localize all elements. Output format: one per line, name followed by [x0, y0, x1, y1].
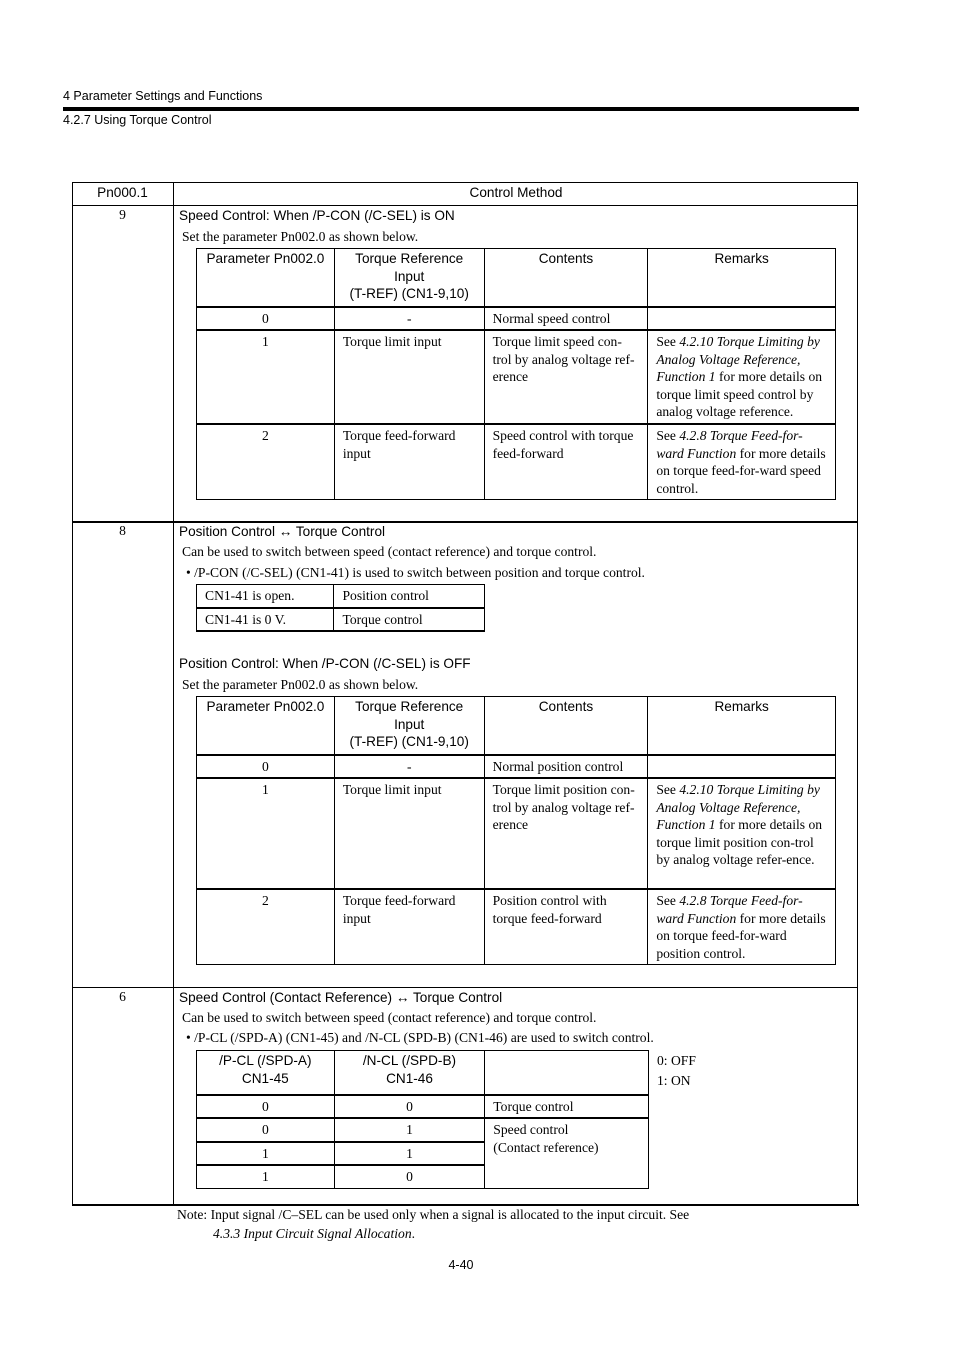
row-value: 9	[119, 207, 126, 222]
row-intro-2: Set the parameter Pn002.0 as shown below.	[182, 677, 419, 692]
th-parameter: Parameter Pn002.0	[197, 697, 335, 755]
table-row: 1 Torque limit input Torque limit position con-trol by analog voltage ref-erence See 4.2.10 Torque Limiting by Analog Voltage Reference, Function 1 for more details on torque limit position con-trol by analog voltage refer-ence.	[197, 778, 836, 889]
th-remarks: Remarks	[648, 697, 836, 755]
row-divider	[72, 987, 858, 988]
table-row: 0 0 Torque control	[197, 1095, 649, 1119]
col-header-pn000-1: Pn000.1	[97, 185, 148, 200]
switch-table-speed-torque	[196, 1050, 649, 1189]
header-row-divider	[72, 205, 858, 206]
row-heading-2: Position Control: When /P-CON (/C-SEL) is OFF	[179, 656, 471, 671]
legend-off: 0: OFF	[657, 1053, 696, 1068]
col-header-control-method: Control Method	[469, 185, 563, 200]
table-row: 2 Torque feed-forward input Speed control with torque feed-forward See 4.2.8 Torque Feed-for-ward Function for more details on torque feed-for-ward speed control.	[197, 424, 836, 500]
row-heading: Speed Control (Contact Reference) ↔ Torque Control	[179, 990, 503, 1005]
row-bullet: • /P-CON (/C-SEL) (CN1-41) is used to switch between position and torque control.	[186, 565, 645, 580]
table-row: 0 1 Speed control (Contact reference)	[197, 1118, 649, 1142]
table-row: 0 - Normal speed control	[197, 307, 836, 331]
table-row: 1 Torque limit input Torque limit speed con-trol by analog voltage ref-erence See 4.2.10 Torque Limiting by Analog Voltage Reference, Function 1 for more details on torque limit speed control by analog voltage reference.	[197, 330, 836, 424]
table-row: 0 - Normal position control	[197, 755, 836, 779]
row-heading: Speed Control: When /P-CON (/C-SEL) is ON	[179, 208, 455, 223]
th-contents: Contents	[484, 697, 648, 755]
th-remarks: Remarks	[648, 249, 836, 307]
row-intro: Can be used to switch between speed (contact reference) and torque control.	[182, 544, 597, 559]
note-reference: 4.3.3 Input Circuit Signal Allocation.	[213, 1226, 416, 1241]
row-heading: Position Control ↔ Torque Control	[179, 524, 386, 539]
row-intro: Set the parameter Pn002.0 as shown below.	[182, 229, 419, 244]
th-p-cl: /P-CL (/SPD-A) CN1-45	[197, 1051, 335, 1095]
parameter-table-speed	[196, 248, 836, 500]
header-rule	[63, 107, 859, 111]
table-row: 2 Torque feed-forward input Position control with torque feed-forward See 4.2.8 Torque Feed-for-ward Function for more details on torque feed-for-ward position control.	[197, 889, 836, 965]
table-row: CN1-41 is 0 V. Torque control	[197, 608, 485, 632]
note-text: Note: Input signal /C–SEL can be used only when a signal is allocated to the input circuit. See	[177, 1207, 690, 1222]
page-number: 4-40	[448, 1258, 474, 1272]
parameter-table-position	[196, 696, 836, 965]
table-row: 1 1	[197, 1142, 649, 1166]
legend-on: 1: ON	[657, 1073, 691, 1088]
chapter-header: 4 Parameter Settings and Functions	[63, 89, 263, 103]
th-torque-reference: Torque Reference Input (T-REF) (CN1-9,10)	[334, 697, 484, 755]
switch-table-position	[196, 584, 485, 632]
row-value: 6	[119, 989, 126, 1004]
row-bullet: • /P-CL (/SPD-A) (CN1-45) and /N-CL (SPD-B) (CN1-46) are used to switch control.	[186, 1030, 654, 1045]
column-divider	[173, 182, 174, 1205]
th-n-cl: /N-CL (/SPD-B) CN1-46	[334, 1051, 485, 1095]
row-value: 8	[119, 523, 126, 538]
th-torque-reference: Torque Reference Input (T-REF) (CN1-9,10)	[334, 249, 484, 307]
th-parameter: Parameter Pn002.0	[197, 249, 335, 307]
section-header: 4.2.7 Using Torque Control	[63, 113, 212, 127]
table-row: 1 0	[197, 1165, 649, 1188]
row-intro: Can be used to switch between speed (contact reference) and torque control.	[182, 1010, 597, 1025]
table-row: CN1-41 is open. Position control	[197, 585, 485, 608]
th-contents: Contents	[484, 249, 648, 307]
